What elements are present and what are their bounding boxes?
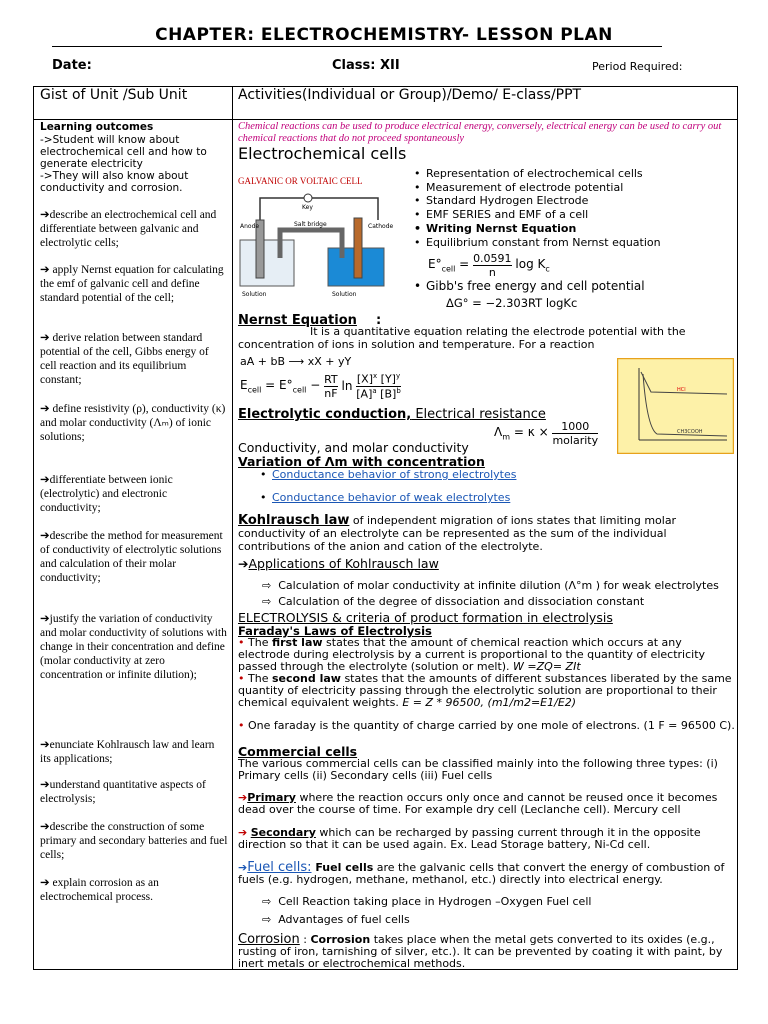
nernst-text: It is a quantitative equation relating the electrode potential with the concentration of ions in solution and temperature. For a reaction [238,325,686,351]
objective-item: ➔describe an electrochemical cell and differentiate between galvanic and electrolytic cells; [40,209,217,249]
col2-header: Activities(Individual or Group)/Demo/ E-class/PPT [238,87,582,103]
weak-curve-label: CH3COOH [677,429,703,435]
nernst-colon: : [376,313,382,328]
topic-item: • EMF SERIES and EMF of a cell [414,208,589,222]
column-divider [232,86,233,970]
galvanic-cell-diagram [238,188,398,306]
first-law: • The first law states that the amount of chemical reaction which occurs at any electrode during electrolysis by a current is proportional to the quantity of electricity passed through the electrolyte (solution or melt). W =ZQ= ZIt [238,636,706,673]
ecell-equation: $E^\circ_{cell}$ = $\frac{0.0591}{n}$ $\log K_c$ [428,252,550,279]
arrow-icon: ➔ [40,821,50,833]
corrosion-heading: Corrosion [238,932,300,947]
objective-item: ➔ apply Nernst equation for calculating the emf of galvanic cell and define standard potential of the cell; [40,264,224,304]
objective-item: ➔ derive relation between standard potential of the cell, Gibbs energy of cell reaction and its equilibrium constant; [40,332,209,386]
objective-item: ➔ define resistivity (ρ), conductivity (κ) and molar conductivity (Λₘ) of ionic solutions; [40,403,226,443]
solution-label: Solution [332,291,357,298]
weak-electrolytes-link[interactable]: Conductance behavior of weak electrolytes [272,491,511,504]
faraday-definition: • One faraday is the quantity of charge carried by one mole of electrons. (1 F = 96500 C). [238,719,735,732]
page-title: CHAPTER: ELECTROCHEMISTRY- LESSON PLAN [155,25,613,45]
arrow-icon: ➔ [40,613,50,625]
period-label: Period Required: [592,60,683,73]
arrow-icon: ➔ [238,556,249,571]
topic-item: • Representation of electrochemical cells [414,167,643,180]
arrow-icon: ➔ [238,826,248,839]
arrow-icon: ➔ [40,474,50,486]
fuel-cell-item: ⇨ Advantages of fuel cells [262,913,410,926]
objective-item: ➔describe the method for measurement of conductivity of electrolytic solutions and calculation of their molar conductivity; [40,530,223,584]
commercial-cells-text: The various commercial cells can be classified mainly into the following three types: (i) Primary cells (ii) Secondary cells (iii) Fuel cells [238,757,718,782]
arrow-icon: ➔ [40,530,50,542]
gibbs-equation: ΔG° = −2.303RT logKc [446,296,578,310]
strong-curve-label: HCl [677,387,686,393]
galvanic-cell-label: GALVANIC OR VOLTAIC CELL [238,176,363,186]
arrow-icon: ➔ [40,779,50,791]
objective-item: ➔describe the construction of some primary and secondary batteries and fuel cells; [40,821,228,861]
topic-item: • Equilibrium constant from Nernst equation [414,235,661,249]
faraday-heading: Faraday's Laws of Electrolysis [238,624,432,638]
anode-label: Anode [240,223,260,230]
electrolytic-heading: Electrolytic conduction, [238,407,412,422]
intro-text: Chemical reactions can be used to produce electrical energy, conversely, electrical energy can be used to carry out chemical reactions that do not proceed spontaneously [238,121,722,144]
objective-item: ➔enunciate Kohlrausch law and learn its applications; [40,739,215,765]
hollow-arrow-icon: ⇨ [262,579,279,592]
arrow-icon: ➔ [40,739,50,751]
arrow-icon: ➔ [40,209,50,221]
hollow-arrow-icon: ⇨ [262,895,279,908]
corrosion-paragraph: Corrosion : Corrosion takes place when the metal gets converted to its oxides (e.g., rusting of iron, tarnishing of silver, etc.). It can be prevented by coating it with paint, by inert metals or electrochemical methods. [238,932,723,970]
strong-electrolytes-link[interactable]: Conductance behavior of strong electrolytes [272,468,517,481]
diagram-key-label: Key [302,204,313,211]
kohlrausch-heading: Kohlrausch law [238,513,350,528]
second-law: • The second law states that the amounts of different substances liberated by the same quantity of electricity passing through the electrolytic solution are proportional to their chemical equivalent weights. E = Z * 96500, (m1/m2=E1/E2) [238,672,732,709]
variation-heading: Variation of Λm with concentration [238,454,485,469]
gibbs-topic: • Gibb's free energy and cell potential [414,279,645,293]
electrolysis-heading: ELECTROLYSIS & criteria of product formation in electrolysis [238,610,613,625]
hollow-arrow-icon: ⇨ [262,595,279,608]
topic-item: • Standard Hydrogen Electrode [414,194,589,208]
topic-list [414,167,736,249]
electrochemical-cells-heading: Electrochemical cells [238,144,407,163]
molar-conductivity-graph [617,358,734,454]
arrow-icon: ➔ [238,791,248,804]
class-label: Class: XII [332,58,400,73]
arrow-icon: ➔ [40,332,53,344]
objective-item: ➔understand quantitative aspects of electrolysis; [40,779,206,805]
title-underline [52,46,662,47]
learning-outcome-1: ->Student will know about electrochemical cell and how to generate electricity [40,134,207,170]
reaction-equation: aA + bB ⟶ xX + yY [240,355,352,368]
salt-bridge-label: Salt bridge [294,221,327,228]
electrolytic-line: Electrolytic conduction, Electrical resistance [238,407,546,422]
learning-outcomes-title: Learning outcomes [40,121,154,133]
hollow-arrow-icon: ⇨ [262,913,279,926]
date-label: Date: [52,58,92,73]
arrow-icon: ➔ [238,861,248,874]
header-divider [33,119,738,120]
solution-label: Solution [242,291,267,298]
nernst-equation: $E_{cell} = E^\circ_{cell}$ − $\frac{RT}{nF}$ ln $\frac{[X]^x [Y]^y}{[A]^a [B]^b}$ [240,372,401,401]
learning-outcome-2: ->They will also know about conductivity and corrosion. [40,170,189,194]
cathode-label: Cathode [368,223,394,230]
conductivity-line: Conductivity, and molar conductivity [238,440,469,455]
secondary-cell: ➔ Secondary which can be recharged by passing current through it in the opposite direction so that it can be used again. Ex. Lead Storage battery, Ni-Cd cell. [238,826,701,851]
arrow-icon: ➔ [40,264,53,276]
commercial-cells-heading: Commercial cells [238,744,358,759]
kohlrausch-app-item: ⇨ Calculation of molar conductivity at infinite dilution (Λ°m ) for weak electrolytes [262,579,719,592]
objective-item: ➔ explain corrosion as an electrochemical process. [40,877,159,903]
primary-cell: ➔Primary where the reaction occurs only once and cannot be reused once it becomes dead over the course of time. For example dry cell (Leclanche cell). Mercury cell [238,791,718,816]
link-item: • Conductance behavior of weak electrolytes [260,491,511,504]
fuel-cell: ➔Fuel cells: Fuel cells are the galvanic cells that convert the energy of combustion of fuels (e.g. hydrogen, methane, methanol, etc.) directly into electrical energy. [238,860,725,886]
objective-item: ➔differentiate between ionic (electrolytic) and electronic conductivity; [40,474,173,514]
kohlrausch-app-item: ⇨ Calculation of the degree of dissociation and dissociation constant [262,595,645,608]
arrow-icon: ➔ [40,877,53,889]
objective-item: ➔justify the variation of conductivity and molar conductivity of solutions with change in their concentration and define (molar conductivity at zero concentration or infinite dilution); [40,613,227,681]
link-item: • Conductance behavior of strong electrolytes [260,468,517,481]
kohlrausch-paragraph: Kohlrausch law of independent migration of ions states that limiting molar conductivity of an electrolyte can be represented as the sum of the individual contributions of the anion and cation of the electrolyte. [238,513,677,553]
kohlrausch-applications: ➔Applications of Kohlrausch law [238,556,439,571]
molar-conductivity-equation: $\Lambda_m = \kappa$ × 1000 molarity [494,420,599,447]
arrow-icon: ➔ [40,403,53,415]
col1-header: Gist of Unit /Sub Unit [40,87,188,103]
topic-item: • Writing Nernst Equation [414,221,577,235]
topic-item: • Measurement of electrode potential [414,180,624,194]
graph-frame [618,359,734,454]
fuel-cell-item: ⇨ Cell Reaction taking place in Hydrogen –Oxygen Fuel cell [262,895,592,908]
nernst-heading: Nernst Equation [238,313,357,328]
